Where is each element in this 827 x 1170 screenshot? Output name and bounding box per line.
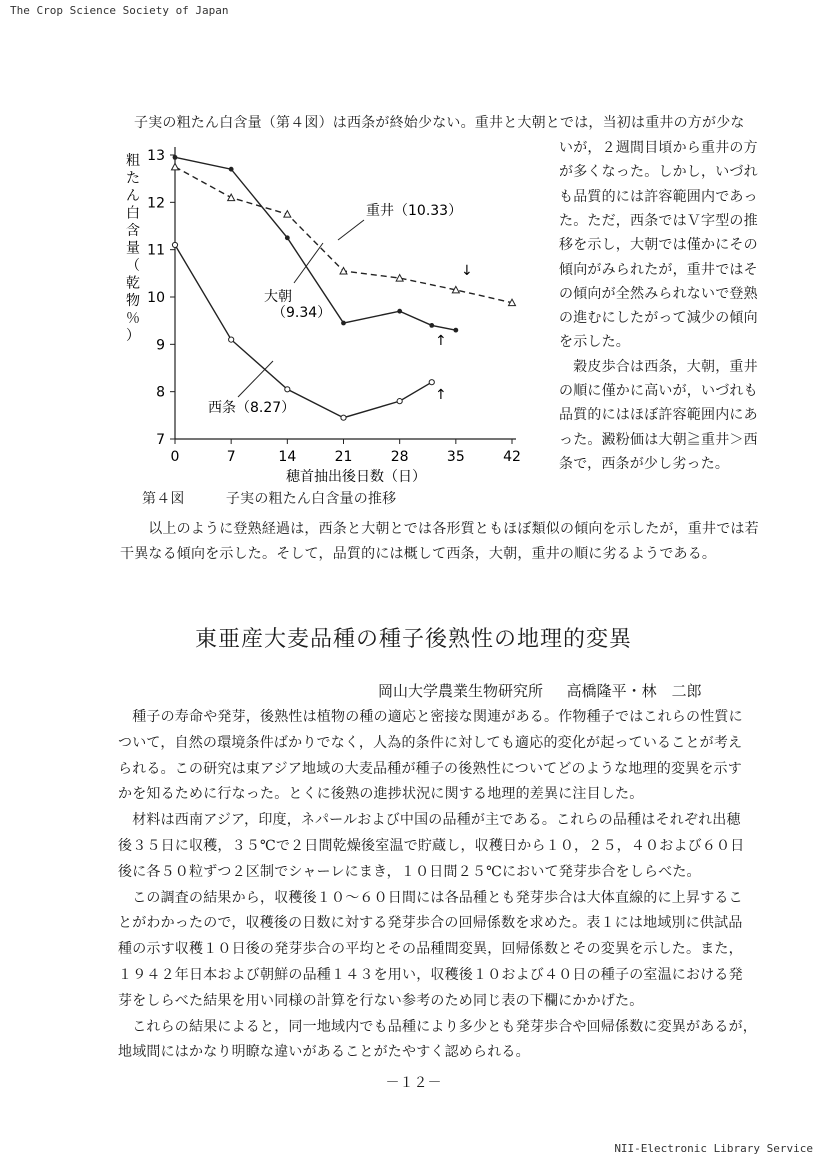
article-line: かを知るために行なった。とくに後熟の進捗状況に関する地理的差異に注目した。	[118, 786, 644, 803]
ylabel-char: ん	[126, 188, 140, 204]
arrow-down-shigei: ↓	[461, 263, 473, 279]
y-tick-label: 13	[147, 148, 165, 164]
ylabel-char: た	[126, 170, 140, 187]
article-line: 種子の寿命や発芽，後熟性は植物の種の適応と密接な関連がある。作物種子ではこれらの性質に	[118, 709, 743, 725]
x-tick-label: 14	[278, 449, 297, 465]
data-point	[453, 328, 458, 333]
series-line	[175, 167, 512, 303]
protein-content-chart	[118, 135, 521, 525]
data-point	[396, 275, 403, 282]
pointer-saijo	[238, 361, 273, 397]
page-number: －１２－	[385, 1075, 442, 1091]
article-line: 種の示す収穫１０日後の発芽歩合の平均とその品種間変異，回帰係数とその変異を示した。また，	[118, 941, 743, 958]
paragraph-line: 子実の粗たん白含量（第４図）は西条が終始少ない。重井と大朝とでは，当初は重井の方が少な	[134, 115, 745, 131]
annotation-ohasa: 大朝	[264, 289, 292, 305]
data-point	[285, 387, 290, 392]
paragraph-line: 移を示し，大朝では僅かにその	[559, 237, 758, 254]
article-line: これらの結果によると，同一地域内でも品種により多少とも発芽歩合や回帰係数に変異があるが，	[118, 1018, 757, 1035]
x-tick-label: 0	[170, 449, 180, 465]
ylabel-char: （	[126, 258, 140, 274]
paragraph-line: た。ただ，西条ではＶ字型の推	[559, 212, 758, 229]
paragraph-line: を示した。	[559, 334, 630, 351]
article-line: 後３５日に収穫，３５℃で２日間乾燥後室温で貯蔵し，収穫日から１０，２５，４０および６０日	[118, 838, 745, 854]
paragraph-line: 傾向がみられたが，重井ではそ	[559, 261, 758, 278]
data-point	[229, 337, 234, 342]
y-tick-label: 12	[147, 195, 165, 212]
summary-line: 以上のように登熟経過は，西条と大朝とでは各形質ともほぼ類似の傾向を示したが，重井では若	[134, 521, 759, 537]
data-point	[173, 155, 178, 160]
arrow-up-saijo: ↑	[435, 387, 447, 403]
data-point	[229, 167, 234, 172]
pointer-ohasa	[294, 243, 323, 283]
x-tick-label: 28	[390, 449, 409, 465]
ylabel-char: 物	[126, 293, 140, 309]
ylabel-char: ）	[126, 328, 140, 344]
author-line	[378, 680, 702, 701]
chart-xlabel: 穂首抽出後日数（日）	[286, 469, 426, 485]
data-point	[341, 321, 346, 326]
x-tick-label: 42	[503, 449, 521, 465]
figure-caption	[142, 488, 396, 508]
figure-caption-number: 第４図	[142, 491, 185, 507]
paragraph-line: いが，２週間目頃から重井の方	[559, 140, 758, 156]
ylabel-char: 粗	[126, 153, 140, 169]
summary-line: 干異なる傾向を示した。そして，品質的には概して西条，大朝，重井の順に劣るようである。	[120, 546, 717, 562]
x-tick-label: 21	[334, 449, 353, 465]
data-point	[172, 242, 177, 247]
paragraph-line: の傾向が全然みられないで登熟	[559, 285, 758, 302]
paragraph-line: った。澱粉価は大朝≧重井＞西	[559, 431, 758, 448]
paragraph-line: 条で，西条が少し劣った。	[559, 455, 730, 472]
annotation-saijo: 西条（8.27）	[208, 400, 296, 416]
x-tick-label: 7	[226, 449, 236, 465]
figure-caption-text: 子実の粗たん白含量の推移	[225, 491, 397, 507]
article-line: とがわかったので，収穫後の日数に対する発芽歩合の回帰係数を求めた。表１には地域別に供試品	[118, 915, 743, 932]
data-point	[397, 309, 402, 314]
library-footer: NII-Electronic Library Service	[614, 1142, 813, 1155]
data-point	[397, 399, 402, 404]
paragraph-line: も品質的には許容範囲内であっ	[559, 188, 758, 205]
ylabel-char: 量	[126, 240, 140, 257]
annotation-ohasa-value: （9.34）	[272, 305, 332, 321]
paragraph-line: の順に僅かに高いが，いづれも	[559, 383, 758, 399]
article-line: 材料は西南アジア，印度，ネパールおよび中国の品種が主である。これらの品種はそれぞれ出穂	[118, 812, 741, 829]
article-line: １９４２年日本および朝鮮の品種１４３を用い，収穫後１０および４０日の種子の室温における発	[118, 967, 743, 983]
society-header: The Crop Science Society of Japan	[10, 4, 229, 17]
paragraph-line: 穀皮歩合は西条，大朝，重井	[559, 358, 758, 375]
data-point	[172, 163, 179, 170]
chart-ylabel	[126, 152, 140, 344]
article-line: られる。この研究は東アジア地域の大麦品種が種子の後熟性についてどのような地理的変異を示す	[118, 760, 742, 777]
y-tick-label: 8	[156, 384, 165, 401]
article-title: 東亜産大麦品種の種子後熟性の地理的変異	[194, 627, 632, 652]
ylabel-char: 含	[126, 223, 140, 239]
x-tick-label: 35	[446, 449, 465, 465]
arrow-up-ohasa: ↑	[435, 333, 447, 349]
data-point	[429, 323, 434, 328]
article-line: 芽をしらべた結果を用い同様の計算を行ない参考のため同じ表の下欄にかかげた。	[118, 992, 644, 1009]
y-tick-label: 10	[147, 290, 165, 306]
paragraph-line: が多くなった。しかし，いづれ	[559, 164, 758, 181]
data-point	[341, 415, 346, 420]
ylabel-char: 白	[126, 205, 140, 222]
paragraph-line: の進むにしたがって減少の傾向	[559, 310, 758, 327]
affiliation: 岡山大学農業生物研究所	[378, 682, 544, 700]
ylabel-char: ％	[126, 310, 140, 327]
pointer-shigei	[338, 220, 364, 240]
y-tick-label: 7	[156, 432, 165, 448]
data-point	[429, 380, 434, 385]
ylabel-char: 乾	[126, 275, 140, 292]
y-tick-label: 11	[147, 242, 165, 259]
article-line: ついて，自然の環境条件ばかりでなく，人為的条件に対しても適応的変化が起っていることが考え	[118, 734, 743, 751]
article-line: 後に各５０粒ずつ２区制でシャーレにまき，１０日間２５℃において発芽歩合をしらべた。	[118, 863, 701, 880]
authors: 高橋隆平・林 二郎	[566, 682, 702, 700]
article-line: 地域間にはかなり明瞭な違いがあることがたやすく認められる。	[118, 1044, 530, 1061]
paragraph-line: 品質的にはほぼ許容範囲内にあ	[559, 407, 758, 424]
data-point	[228, 194, 235, 201]
article-line: この調査の結果から，収穫後１０～６０日間には各品種とも発芽歩合は大体直線的に上昇するこ	[118, 889, 743, 906]
y-tick-label: 9	[156, 337, 165, 354]
annotation-shigei: 重井（10.33）	[366, 203, 463, 219]
data-point	[285, 235, 290, 240]
